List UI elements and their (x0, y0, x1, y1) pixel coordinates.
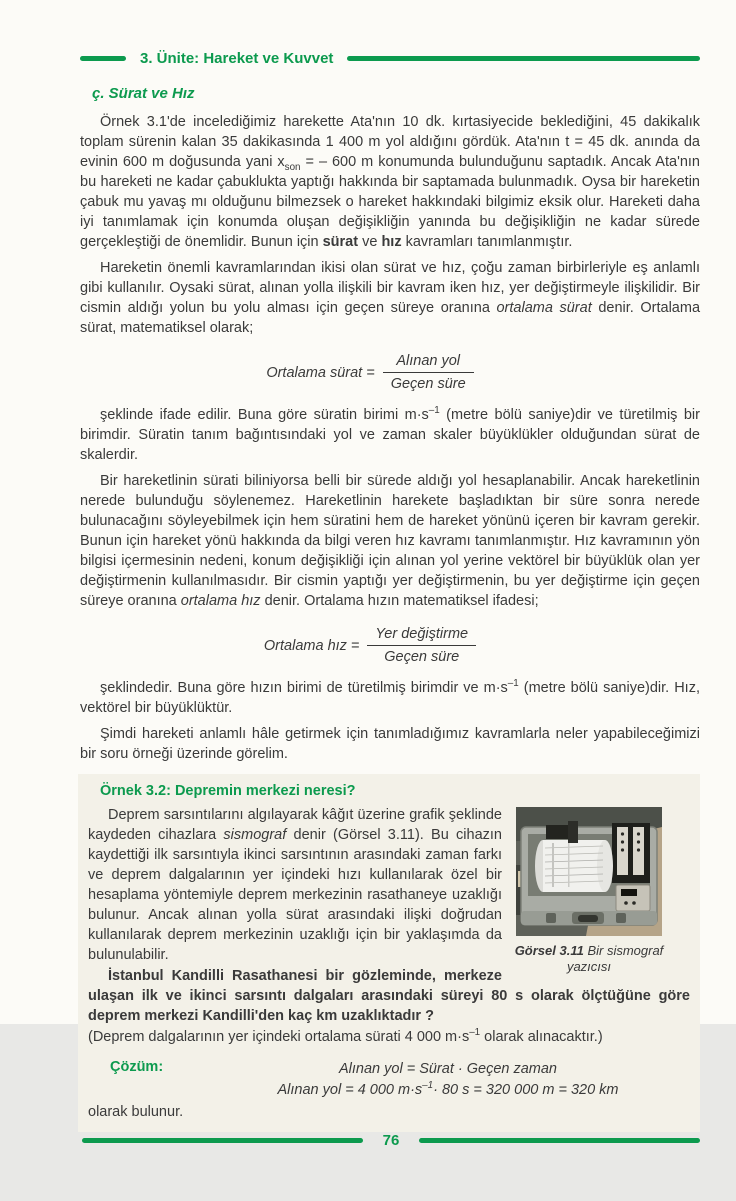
unit-title: 3. Ünite: Hareket ve Kuvvet (140, 50, 334, 67)
footer-right-rule (419, 1138, 700, 1143)
solution-label: Çözüm: (110, 1059, 164, 1075)
paragraph-velocity-concept: Bir hareketlinin sürati biliniyorsa belli bir sürede aldığı yol hesaplanabilir. Ancak hareketlinin nerede bulunduğu söylenemez. Hareketlinin harekete başladıktan bir süre sonra nerede bulunacağını söyleyebilmek için hem süratini hem de hareket yönünü içeren bir kavram gerekir. Bunun için hareket yönü hakkında da bilgi veren hız kavramı tanımlanmıştır. Hız kavramının yön bilgisi içermesinin nedeni, konum değişikliği için alınan yol yerine vektörel bir büyüklük olan yer değiştirmenin kullanılmasıdır. Bir cismin yaptığı yer değiştirmenin, bu yer değiştirme için geçen süreye oranına ortalama hız denir. Ortalama hızın matematiksel ifadesi; (80, 473, 700, 609)
figure-caption: Görsel 3.11 Bir sismograf yazıcısı (514, 943, 664, 974)
paragraph-velocity-unit: şeklindedir. Buna göre hızın birimi de türetilmiş birimdir ve $m\cdot s^{-1}$ (metre bölü saniye)dir. Hız, vektörel bir büyüklüktür. (80, 678, 700, 716)
fraction-denominator: Geçen süre (390, 376, 466, 392)
formula-lhs: Ortalama sürat = (266, 364, 375, 381)
example-paragraph: Deprem sarsıntılarını algılayarak kâğıt üzerine grafik şeklinde kaydeden cihazlara sismograf denir (Görsel 3.11). Bu cihazın kaydettiği ilk sarsıntıyla ikinci sarsıntının arasındaki zaman farkı ve deprem dalgalarının yer içindeki hızı kullanılarak özel bir hesaplama yöntemiyle deprem merkezinin rasathaneye uzaklığı bulunur. Ancak alınan yolla sürat arasındaki ilişki doğrudan kullanılarak deprem merkezinin uzaklığı için bir yaklaşımda da bulunulabilir. (88, 807, 502, 963)
seismograph-figure (514, 807, 664, 975)
page-footer (82, 1132, 700, 1201)
solution-closing: olarak bulunur. (88, 1104, 184, 1120)
solution-equation-2: Alınan yol = 4 000 $m\cdot s^{-1}\cdot 80$ s = 320 000 m = 320 km (277, 1080, 619, 1098)
formula-average-velocity (80, 626, 660, 665)
example-note: (Deprem dalgalarının yer içindeki ortalama sürati 4 000 $m\cdot s^{-1}$ olarak alınacaktır.) (88, 1027, 603, 1045)
fraction-numerator: Alınan yol (383, 353, 474, 373)
seismograph-photo (516, 807, 662, 936)
solution-equations (206, 1059, 690, 1101)
fraction (367, 626, 476, 665)
paragraph-speed-unit: şeklinde ifade edilir. Buna göre süratin birimi $m\cdot s^{-1}$ (metre bölü saniye)dir ve türetilmiş bir birimdir. Süratin tanım bağıntısındaki yol ve zaman skaler büyüklükler olduğundan sürat de skalerdir. (80, 405, 700, 463)
paragraph-transition: Şimdi hareketi anlamlı hâle getirmek için tanımladığımız kavramlarla neler yapabileceğimizi bir soru örneği üzerinde görelim. (80, 726, 700, 762)
solution-equation-1: Alınan yol = Sürat · Geçen zaman (338, 1061, 558, 1077)
unit-header (80, 50, 700, 67)
example-question: İstanbul Kandilli Rasathanesi bir gözleminde, merkeze ulaşan ilk ve ikinci sarsıntı dalgaları arasındaki süreyi 80 s olarak ölçtüğüne göre deprem merkezi Kandilli'den kaç km uzaklıktadır ? (88, 968, 690, 1024)
formula-lhs: Ortalama hız = (263, 637, 360, 654)
header-left-rule (80, 56, 126, 61)
fraction-denominator: Geçen süre (384, 649, 460, 665)
formula-average-speed (80, 353, 660, 392)
paragraph-speed-concept: Hareketin önemli kavramlarından ikisi olan sürat ve hız, çoğu zaman birbirleriyle eş anlamlı gibi kullanılır. Oysaki sürat, alınan yolla ilişkili bir kavram iken hız, yer değiştirmeyle ilişkilidir. Bir cismin aldığı yolun bu yolu alması için geçen süreye oranına ortalama sürat denir. Ortalama sürat, matematiksel olarak; (80, 260, 701, 336)
header-right-rule (347, 56, 700, 61)
example-box (78, 774, 700, 1132)
footer-left-rule (82, 1138, 363, 1143)
solution-block (88, 1059, 690, 1101)
section-heading: ç. Sürat ve Hız (92, 85, 195, 102)
page-number: 76 (382, 1132, 400, 1149)
fraction (383, 353, 474, 392)
paragraph-intro: Örnek 3.1'de incelediğimiz harekette Ata'nın 10 dk. kırtasiyecide beklediğini, 45 dakikalık toplam sürenin kalan 35 dakikasında 1 400 m yol aldığını gördük. Ata'nın t = 45 dk. anında da evinin 600 m doğusunda yani $x_{son}$ = – 600 m konumunda bulunduğunu saptadık. Ancak Ata'nın bu hareketi ne kadar çabuklukta yaptığı hakkında bir saptamada bulunmadık. Oysa bir hareketin çabuk mu yavaş mı olduğunu bilmezsek o hareket hakkındaki bilgimiz eksik olur. Hareketi daha iyi tanımlamak için konumda oluşan değişikliğin yanında bu değişikliğin ne kadar sürede gerçekleştiği de önemlidir. Bunun için sürat ve hız kavramları tanımlanmıştır. (80, 114, 700, 250)
fraction-numerator: Yer değiştirme (367, 626, 476, 646)
example-title: Örnek 3.2: Depremin merkezi neresi? (100, 783, 356, 799)
